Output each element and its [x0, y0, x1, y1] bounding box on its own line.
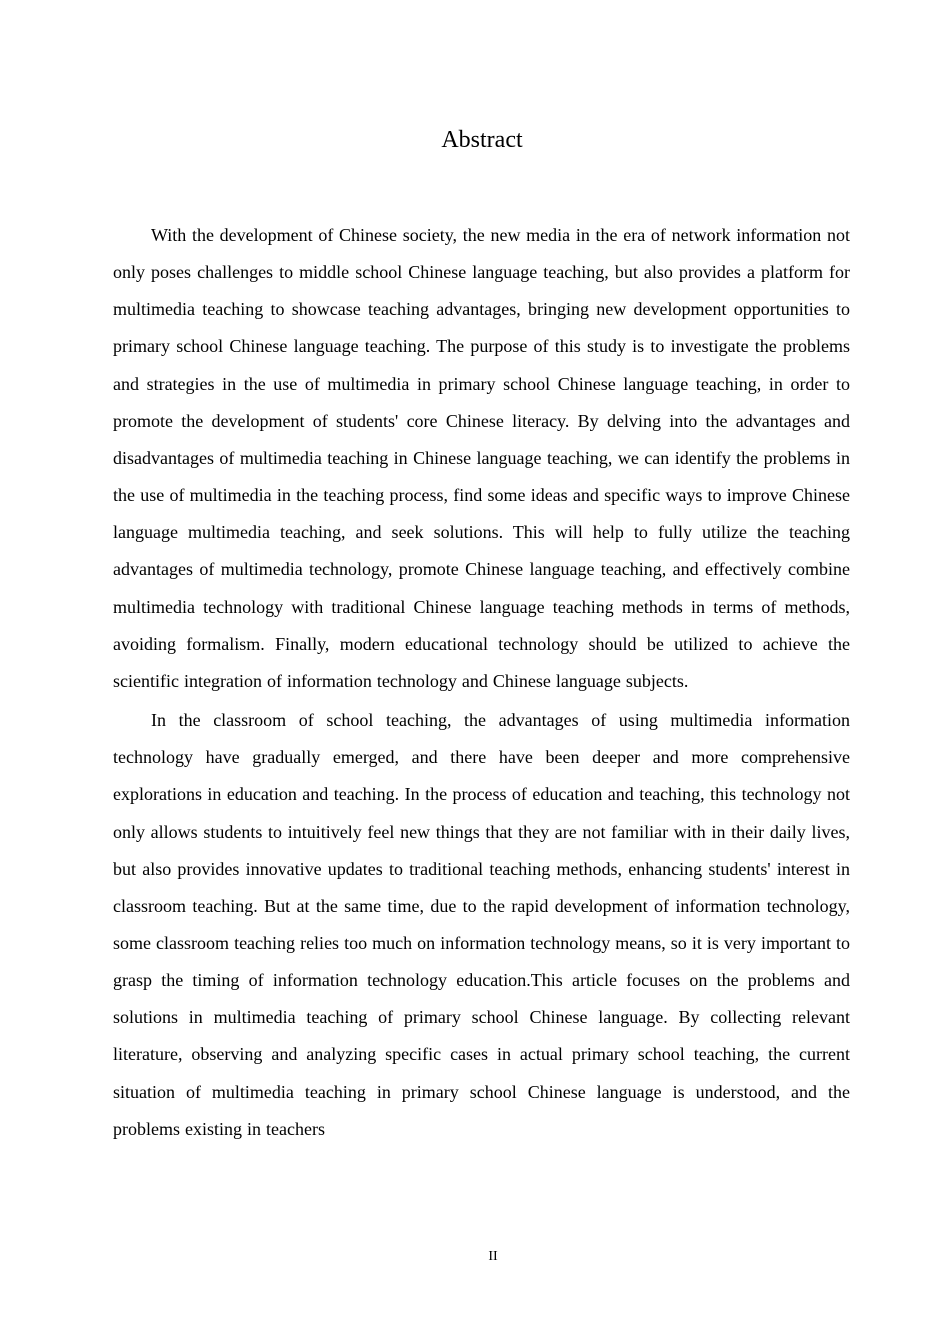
abstract-body: [113, 217, 850, 1150]
page-number: II: [488, 1249, 498, 1264]
abstract-paragraph-1: With the development of Chinese society, the new media in the era of network information not only poses challenges to middle school Chinese language teaching, but also provides a platform for multimedia teaching to showcase teaching advantages, bringing new development opportunities to primary school Chinese language teaching. The purpose of this study is to investigate the problems and strategies in the use of multimedia in primary school Chinese language teaching, in order to promote the development of students' core Chinese literacy. By delving into the advantages and disadvantages of multimedia teaching in Chinese language teaching, we can identify the problems in the use of multimedia in the teaching process, find some ideas and specific ways to improve Chinese language multimedia teaching, and seek solutions. This will help to fully utilize the teaching advantages of multimedia technology, promote Chinese language teaching, and effectively combine multimedia technology with traditional Chinese language teaching methods in terms of methods, avoiding formalism. Finally, modern educational technology should be utilized to achieve the scientific integration of information technology and Chinese language subjects.: [113, 225, 850, 691]
abstract-paragraph-2: In the classroom of school teaching, the advantages of using multimedia information technology have gradually emerged, and there have been deeper and more comprehensive explorations in education and teaching. In the process of education and teaching, this technology not only allows students to intuitively feel new things that they are not familiar with in their daily lives, but also provides innovative updates to traditional teaching methods, enhancing students' interest in classroom teaching. But at the same time, due to the rapid development of information technology, some classroom teaching relies too much on information technology means, so it is very important to grasp the timing of information technology education.This article focuses on the problems and solutions in multimedia teaching of primary school Chinese language. By collecting relevant literature, observing and analyzing specific cases in actual primary school teaching, the current situation of multimedia teaching in primary school Chinese language is understood, and the problems existing in teachers: [113, 710, 850, 1139]
page-title: Abstract: [441, 127, 523, 153]
